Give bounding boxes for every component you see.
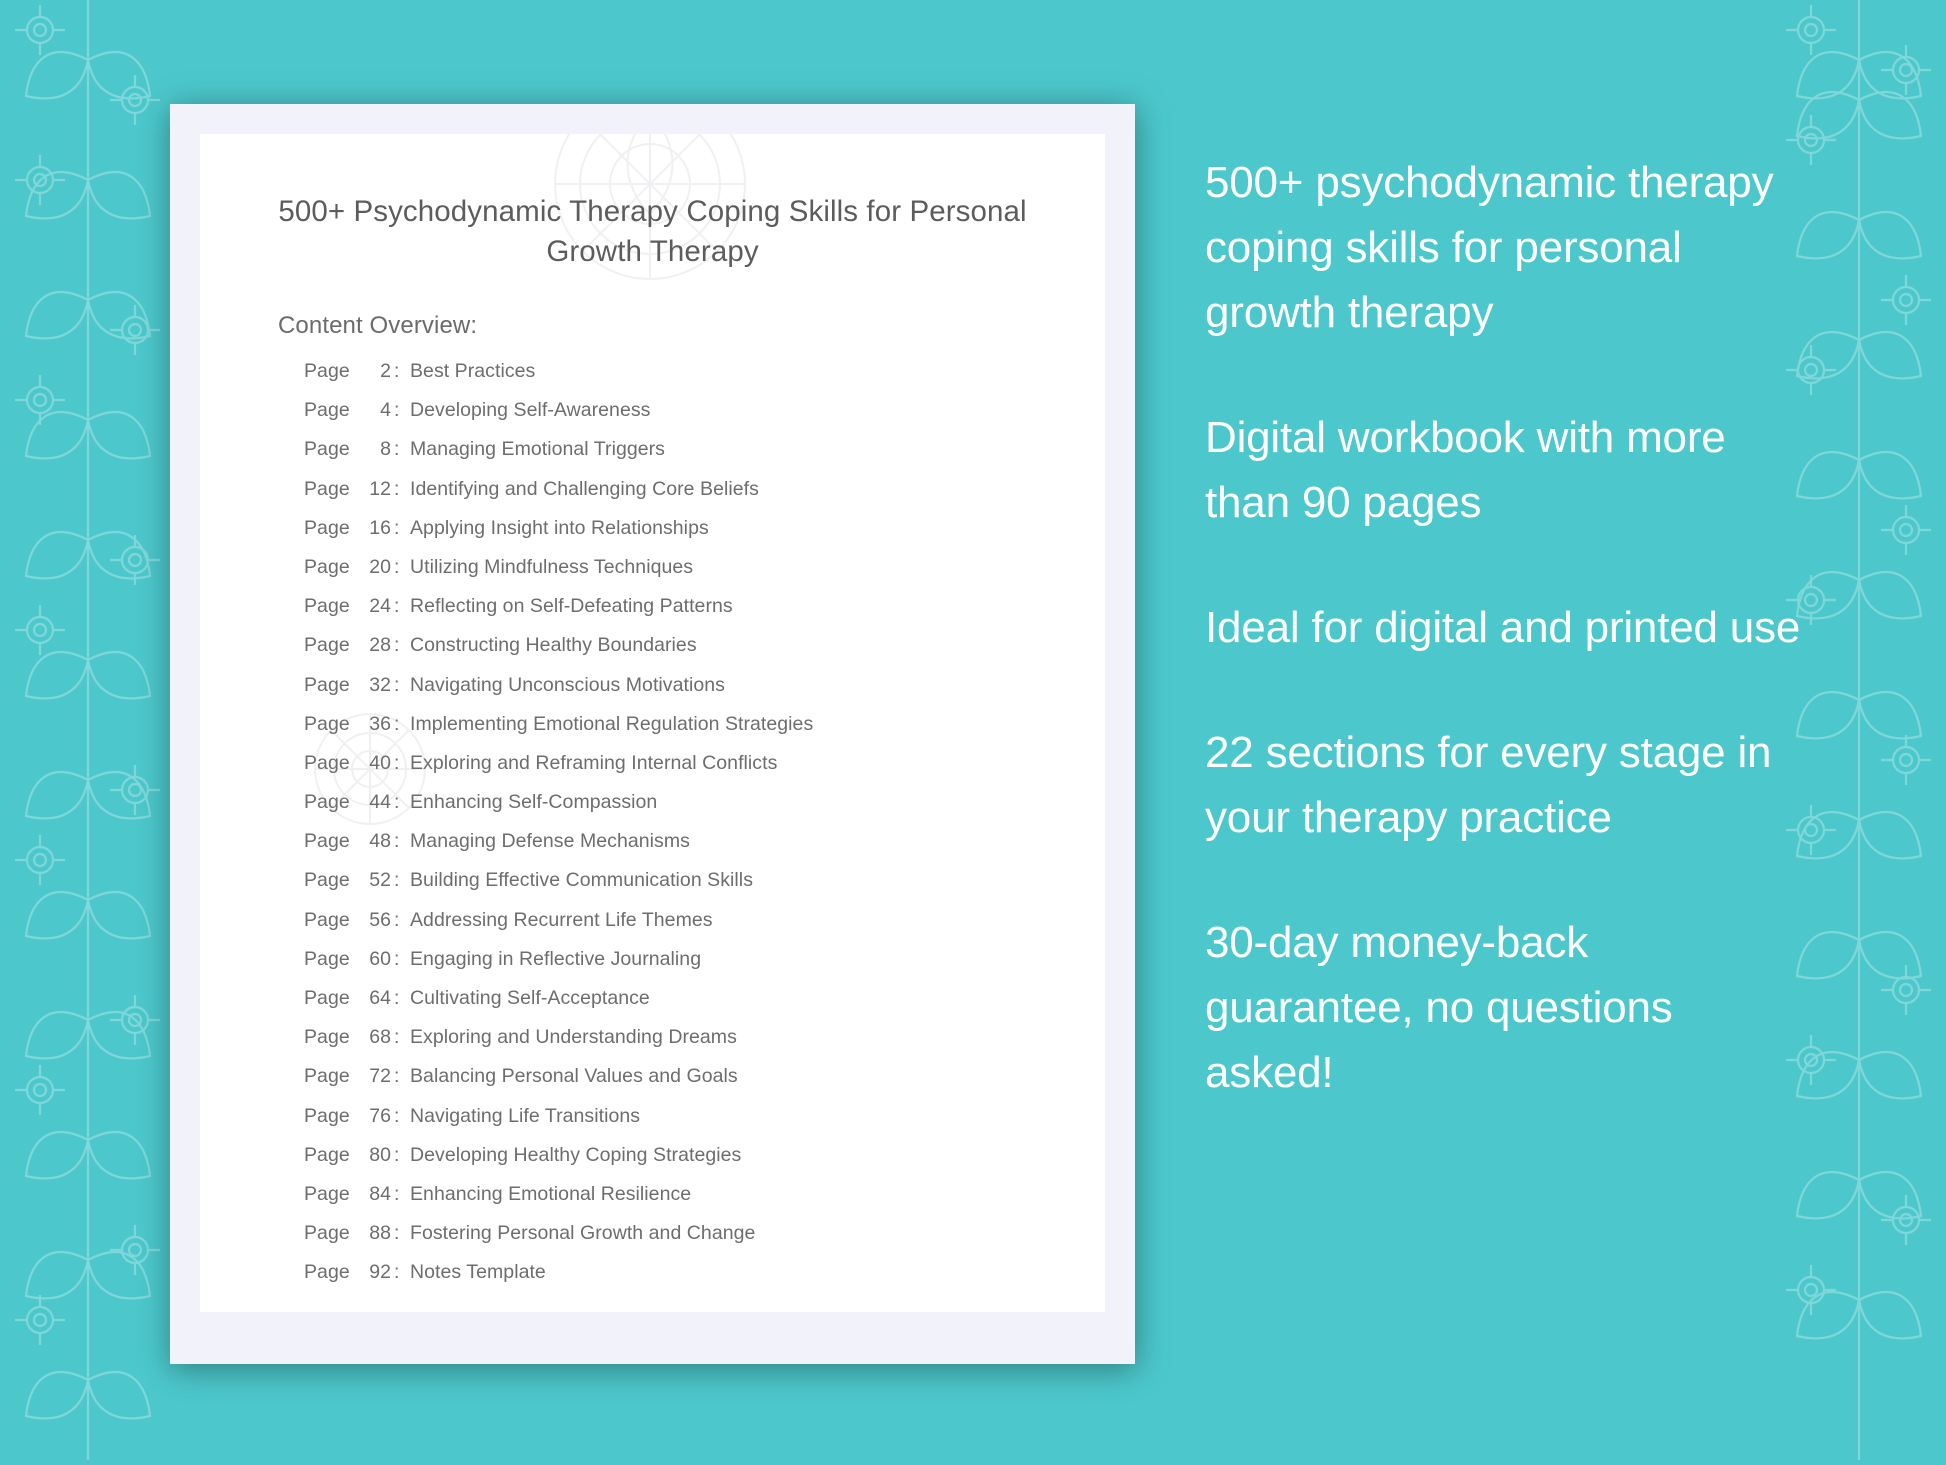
toc-separator: : (394, 516, 400, 539)
toc-page-number: 72 (369, 1065, 391, 1088)
toc-page-word: Page (304, 791, 350, 814)
toc-page-word: Page (304, 1026, 350, 1049)
toc-entry-title: Managing Emotional Triggers (410, 438, 665, 461)
toc-separator: : (394, 869, 400, 892)
content-overview-label: Content Overview: (278, 312, 478, 339)
toc-page-word: Page (304, 555, 350, 578)
toc-entry-title: Utilizing Mindfulness Techniques (410, 555, 694, 578)
toc-page-number: 84 (369, 1182, 391, 1205)
toc-separator: : (394, 1261, 400, 1284)
toc-entry-title: Engaging in Reflective Journaling (410, 947, 702, 970)
toc-entry (304, 360, 1064, 399)
toc-page-word: Page (304, 595, 350, 618)
toc-entry-title: Identifying and Challenging Core Beliefs (410, 477, 759, 500)
toc-entry (304, 1183, 1064, 1222)
toc-entry (304, 869, 1064, 908)
toc-page-word: Page (304, 1182, 350, 1205)
toc-entry-title: Reflecting on Self-Defeating Patterns (410, 595, 733, 618)
toc-page-word: Page (304, 1261, 350, 1284)
toc-entry-title: Cultivating Self-Acceptance (410, 987, 650, 1009)
toc-page-word: Page (304, 477, 350, 500)
toc-separator: : (394, 830, 400, 853)
toc-page-word: Page (304, 399, 350, 422)
toc-entry-title: Enhancing Emotional Resilience (410, 1182, 692, 1205)
toc-separator: : (394, 399, 400, 422)
toc-page-number: 68 (369, 1026, 391, 1049)
toc-entry-title: Developing Self-Awareness (410, 399, 651, 422)
toc-page-word: Page (304, 360, 350, 382)
toc-page-word: Page (304, 1104, 350, 1127)
toc-entry (304, 634, 1064, 673)
toc-entry-title: Enhancing Self-Compassion (410, 791, 658, 814)
toc-page-number: 28 (369, 634, 391, 657)
toc-entry (304, 438, 1064, 477)
toc-entry-title: Navigating Life Transitions (410, 1104, 641, 1127)
toc-entry (304, 1065, 1064, 1104)
toc-entry-title: Notes Template (410, 1261, 546, 1284)
toc-page-word: Page (304, 830, 350, 853)
toc-entry (304, 595, 1064, 634)
toc-page-number: 88 (369, 1222, 391, 1245)
document-title: 500+ Psychodynamic Therapy Coping Skills for Personal Growth Therapy (278, 195, 1027, 268)
toc-page-number: 24 (369, 595, 391, 618)
toc-page-word: Page (304, 634, 350, 657)
toc-separator: : (394, 438, 400, 461)
toc-page-number: 48 (369, 830, 391, 853)
toc-page-number: 16 (369, 516, 391, 539)
toc-page-word: Page (304, 908, 350, 931)
toc-separator: : (394, 947, 400, 970)
toc-entry (304, 399, 1064, 438)
toc-entry-title: Fostering Personal Growth and Change (410, 1222, 756, 1245)
toc-entry (304, 791, 1064, 830)
toc-separator: : (394, 908, 400, 931)
toc-separator: : (394, 595, 400, 618)
toc-page-number: 80 (369, 1143, 391, 1166)
toc-page-number: 32 (369, 673, 391, 696)
toc-entry-title: Best Practices (410, 360, 536, 382)
toc-separator: : (394, 360, 400, 382)
toc-page-word: Page (304, 516, 350, 539)
toc-page-number: 20 (369, 555, 391, 578)
toc-page-number: 76 (369, 1104, 391, 1127)
toc-entry-title: Exploring and Reframing Internal Conflicts (410, 751, 778, 774)
marketing-copy-line: 30-day money-back guarantee, no questions asked! (1205, 918, 1673, 1097)
toc-entry-title: Developing Healthy Coping Strategies (410, 1143, 742, 1166)
document-mockup (170, 104, 1135, 1364)
toc-entry-title: Building Effective Communication Skills (410, 869, 753, 892)
toc-entry (304, 713, 1064, 752)
toc-page-word: Page (304, 1222, 350, 1245)
toc-entry-title: Addressing Recurrent Life Themes (410, 908, 713, 931)
toc-separator: : (394, 673, 400, 696)
marketing-copy (1205, 150, 1805, 1105)
toc-entry (304, 1026, 1064, 1065)
marketing-copy-line: Digital workbook with more than 90 pages (1205, 413, 1726, 527)
marketing-copy-line: 22 sections for every stage in your therapy practice (1205, 728, 1772, 842)
toc-page-number: 52 (369, 869, 391, 892)
toc-page-word: Page (304, 1143, 350, 1166)
toc-entry-title: Balancing Personal Values and Goals (410, 1065, 738, 1088)
toc-entry (304, 1144, 1064, 1183)
toc-page-number: 40 (369, 751, 391, 774)
toc-entry (304, 987, 1064, 1026)
toc-entry (304, 752, 1064, 791)
toc-entry (304, 1261, 1064, 1300)
toc-separator: : (394, 1143, 400, 1166)
toc-page-word: Page (304, 947, 350, 970)
toc-entry (304, 830, 1064, 869)
toc-separator: : (394, 555, 400, 578)
toc-page-word: Page (304, 673, 350, 696)
marketing-copy-line: 500+ psychodynamic therapy coping skills for personal growth therapy (1205, 158, 1774, 337)
toc-entry (304, 948, 1064, 987)
toc-page-number: 56 (369, 908, 391, 931)
table-of-contents (304, 360, 1064, 1301)
toc-entry-title: Implementing Emotional Regulation Strategies (410, 712, 814, 735)
toc-separator: : (394, 1104, 400, 1127)
toc-page-word: Page (304, 869, 350, 892)
floral-border-left (0, 0, 175, 1460)
document-page (200, 134, 1105, 1312)
toc-page-number: 36 (369, 712, 391, 735)
marketing-copy-line: Ideal for digital and printed use (1205, 603, 1801, 652)
toc-entry (304, 1222, 1064, 1261)
toc-page-number: 92 (369, 1261, 391, 1284)
toc-entry (304, 909, 1064, 948)
toc-separator: : (394, 477, 400, 500)
toc-separator: : (394, 751, 400, 774)
toc-entry (304, 556, 1064, 595)
toc-separator: : (394, 634, 400, 657)
toc-page-number: 64 (369, 987, 391, 1009)
toc-entry (304, 517, 1064, 556)
toc-page-word: Page (304, 712, 350, 735)
toc-page-number: 2 (380, 360, 391, 382)
toc-page-number: 4 (380, 399, 391, 422)
toc-page-number: 8 (380, 438, 391, 461)
toc-entry-title: Applying Insight into Relationships (410, 516, 709, 539)
toc-page-word: Page (304, 438, 350, 461)
toc-separator: : (394, 1026, 400, 1049)
toc-entry (304, 674, 1064, 713)
toc-separator: : (394, 1182, 400, 1205)
toc-separator: : (394, 987, 400, 1009)
toc-separator: : (394, 791, 400, 814)
toc-entry-title: Navigating Unconscious Motivations (410, 673, 725, 696)
toc-separator: : (394, 1222, 400, 1245)
toc-page-word: Page (304, 987, 350, 1009)
toc-separator: : (394, 1065, 400, 1088)
toc-entry (304, 478, 1064, 517)
toc-page-word: Page (304, 751, 350, 774)
toc-page-word: Page (304, 1065, 350, 1088)
toc-entry-title: Exploring and Understanding Dreams (410, 1026, 737, 1049)
toc-page-number: 60 (369, 947, 391, 970)
toc-entry (304, 1105, 1064, 1144)
toc-entry-title: Constructing Healthy Boundaries (410, 634, 697, 657)
toc-entry-title: Managing Defense Mechanisms (410, 830, 690, 853)
toc-page-number: 12 (369, 477, 391, 500)
toc-separator: : (394, 712, 400, 735)
toc-page-number: 44 (369, 791, 391, 814)
